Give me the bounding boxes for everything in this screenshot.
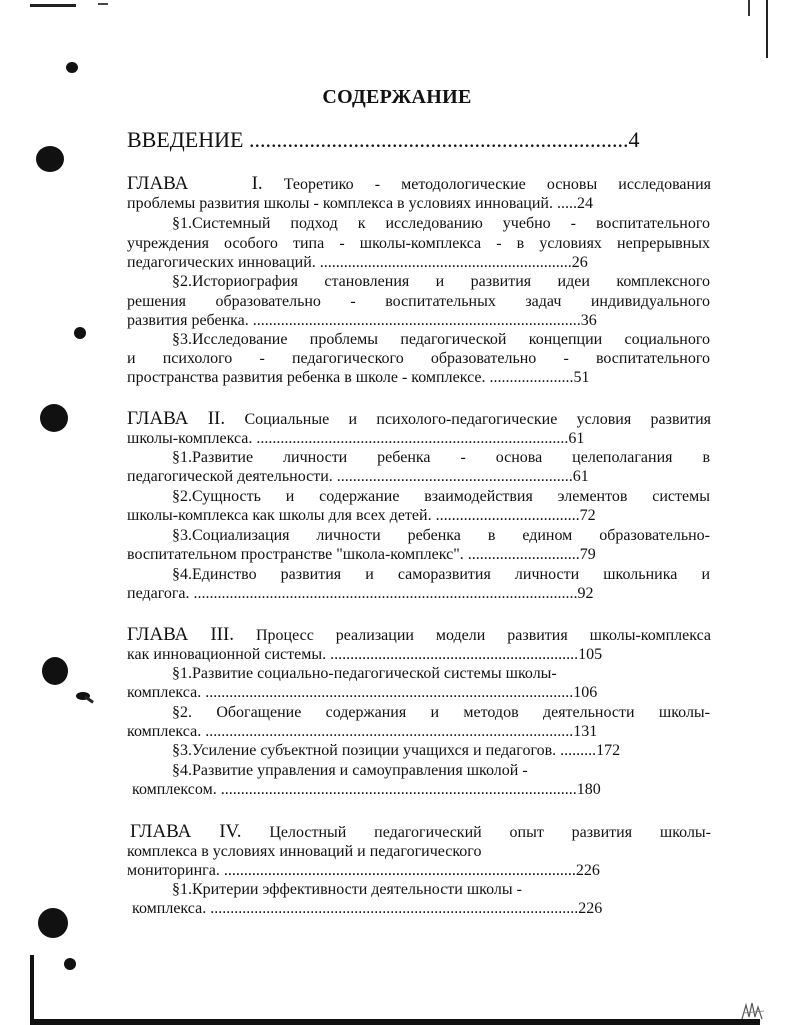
toc-section-3-3: §3.Усиление субъектной позиции учащихся и педагогов. .........172 xyxy=(172,742,621,759)
scan-edge-mark xyxy=(30,955,34,1025)
chapter-title-text: Социальные и психолого-педагогические условия развития xyxy=(244,411,712,428)
toc-section-3-4-cont: комплексом. .........................................................................................180 xyxy=(132,781,601,798)
scan-edge-mark xyxy=(30,4,76,7)
chapter-title-text: Целостный педагогический опыт развития школы- xyxy=(269,824,712,841)
scan-edge-mark xyxy=(748,0,750,16)
chapter-label: ГЛАВА xyxy=(130,821,192,842)
chapter-2-title-cont: школы-комплекса. ..............................................................................61 xyxy=(127,430,585,447)
binder-hole xyxy=(74,327,86,339)
binder-hole xyxy=(38,908,68,938)
chapter-numeral: II. xyxy=(207,408,226,429)
toc-section-1-2-cont: решения образовательно - воспитательных задач индивидуального xyxy=(127,293,710,310)
toc-section-2-3: §3.Социализация личности ребенка в едином образовательно- xyxy=(172,527,710,544)
chapter-numeral: III. xyxy=(210,624,235,645)
chapter-label: ГЛАВА xyxy=(127,408,189,429)
chapter-label: ГЛАВА xyxy=(127,624,189,645)
toc-section-3-1-cont: комплекса. ............................................................................................106 xyxy=(127,684,598,701)
toc-section-2-1: §1.Развитие личности ребенка - основа целеполагания в xyxy=(172,449,710,466)
toc-section-3-1: §1.Развитие социально-педагогической системы школы- xyxy=(172,665,557,682)
toc-section-1-1: §1.Системный подход к исследованию учебно - воспитательного xyxy=(172,215,710,232)
scan-smudge xyxy=(740,995,766,1021)
chapter-3-title-cont: как инновационной системы. ..............................................................105 xyxy=(127,646,603,663)
toc-section-4-1-cont: комплекса. ............................................................................................226 xyxy=(132,900,603,917)
toc-section-1-3: §3.Исследование проблемы педагогической концепции социального xyxy=(172,331,710,348)
binder-hole xyxy=(36,146,64,172)
chapter-3-title xyxy=(127,625,711,645)
toc-section-2-2: §2.Сущность и содержание взаимодействия элементов системы xyxy=(172,488,710,505)
toc-section-3-2: §2. Обогащение содержания и методов деятельности школы- xyxy=(172,704,710,721)
chapter-title-text: Теоретико - методологические основы исследования xyxy=(283,176,711,193)
binder-hole xyxy=(64,958,76,970)
chapter-title-text: Процесс реализации модели развития школы-комплекса xyxy=(255,627,711,644)
toc-section-1-1-cont: учреждения особого типа - школы-комплекса - в условиях непрерывных xyxy=(127,235,710,252)
chapter-4-title xyxy=(130,822,711,842)
toc-section-1-3-cont: и психолого - педагогического образовательно - воспитательного xyxy=(127,350,710,367)
toc-section-2-4-cont: педагога. ................................................................................................92 xyxy=(127,585,594,602)
toc-section-2-1-cont: педагогической деятельности. ...........................................................61 xyxy=(127,468,589,485)
chapter-numeral: I. xyxy=(251,173,263,194)
binder-hole xyxy=(40,404,68,432)
toc-section-2-2-cont: школы-комплекса как школы для всех детей. ....................................72 xyxy=(127,507,596,524)
toc-section-1-2: §2.Историография становления и развития идеи комплексного xyxy=(172,273,710,290)
binder-hole xyxy=(42,657,68,685)
toc-section-1-2-cont: развития ребенка. ..................................................................................36 xyxy=(127,312,597,329)
toc-section-2-3-cont: воспитательном пространстве "школа-комплекс". ............................79 xyxy=(127,546,596,563)
binder-hole xyxy=(66,62,78,73)
scan-edge-mark xyxy=(98,3,108,5)
chapter-label: ГЛАВА xyxy=(127,173,189,194)
scan-edge-mark xyxy=(766,0,768,58)
toc-section-3-4: §4.Развитие управления и самоуправления школой - xyxy=(172,762,528,779)
toc-section-1-1-cont: педагогических инноваций. ...............................................................26 xyxy=(127,254,588,271)
scan-edge-mark xyxy=(30,1019,760,1025)
chapter-numeral: IV. xyxy=(219,821,242,842)
chapter-1-title-cont: проблемы развития школы - комплекса в условиях инноваций. .....24 xyxy=(127,195,593,212)
chapter-1-title xyxy=(127,174,711,194)
toc-section-1-3-cont: пространства развития ребенка в школе - комплексе. .....................51 xyxy=(127,369,590,386)
toc-introduction: ВВЕДЕНИЕ .....................................................................4 xyxy=(127,127,640,152)
page-title: СОДЕРЖАНИЕ xyxy=(322,86,472,108)
chapter-4-title-cont: мониторинга. ........................................................................................226 xyxy=(127,862,600,879)
toc-section-3-2-cont: комплекса. ............................................................................................131 xyxy=(127,723,598,740)
chapter-4-title-cont: комплекса в условиях инноваций и педагогического xyxy=(127,843,482,860)
chapter-2-title xyxy=(127,409,711,429)
toc-section-4-1: §1.Критерии эффективности деятельности школы - xyxy=(172,881,522,898)
toc-section-2-4: §4.Единство развития и саморазвития личности школьника и xyxy=(172,566,710,583)
